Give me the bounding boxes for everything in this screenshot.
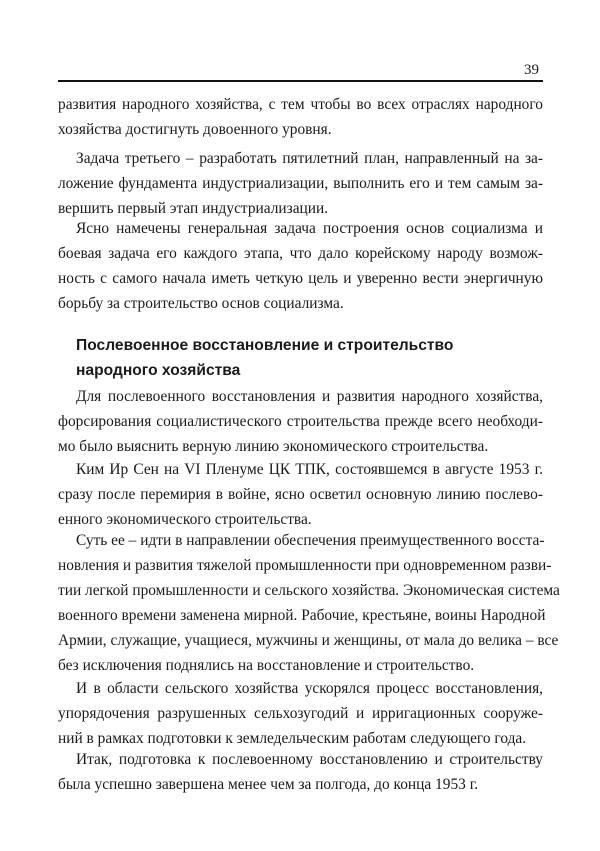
text-line: сразу после перемирия в войне, ясно осветил основную линию послево- bbox=[58, 486, 543, 503]
paragraph-1 bbox=[58, 92, 543, 142]
paragraph-6 bbox=[58, 528, 560, 678]
text-line: Для послевоенного восстановления и развития народного хозяйства, bbox=[76, 388, 543, 405]
text-line: боевая задача его каждого этапа, что дало корейскому народу возмож- bbox=[58, 245, 543, 262]
text-line: борьбу за строительство основ социализма. bbox=[58, 295, 344, 312]
text-line: без исключения поднялись на восстановление и строительство. bbox=[58, 657, 475, 674]
text-line: тии легкой промышленности и сельского хозяйства. Экономическая система bbox=[58, 582, 560, 599]
paragraph-5 bbox=[58, 457, 543, 532]
text-line: вершить первый этап индустриализации. bbox=[58, 200, 329, 217]
text-line: Ким Ир Сен на VI Пленуме ЦК ТПК, состоявшемся в августе 1953 г. bbox=[76, 461, 543, 478]
text-line: Задача третьего – разработать пятилетний план, направленный на за- bbox=[76, 150, 543, 167]
text-line: военного времени заменена мирной. Рабочие, крестьяне, воины Народной bbox=[58, 607, 546, 624]
paragraph-2 bbox=[58, 146, 543, 221]
text-line: развития народного хозяйства, с тем чтобы во всех отраслях народного bbox=[58, 96, 543, 113]
heading-line: народного хозяйства bbox=[76, 362, 241, 379]
text-line: форсирования социалистического строительства прежде всего необходи- bbox=[58, 413, 543, 430]
text-line: ложение фундамента индустриализации, выполнить его и тем самым за- bbox=[58, 175, 543, 192]
paragraph-8 bbox=[58, 747, 543, 797]
text-line: И в области сельского хозяйства ускорялся процесс восстановления, bbox=[76, 680, 543, 697]
paragraph-3 bbox=[58, 216, 543, 316]
paragraph-7 bbox=[58, 676, 543, 751]
text-line: новления и развития тяжелой промышленности при одновременном разви- bbox=[58, 557, 552, 574]
text-line: Ясно намечены генеральная задача построения основ социализма и bbox=[76, 220, 543, 237]
text-line: енного экономического строительства. bbox=[58, 511, 312, 528]
text-line: Итак, подготовка к послевоенному восстановлению и строительству bbox=[76, 751, 543, 768]
text-line: Суть ее – идти в направлении обеспечения преимущественного восста- bbox=[76, 532, 545, 549]
text-line: была успешно завершена менее чем за полгода, до конца 1953 г. bbox=[58, 776, 479, 793]
section-heading bbox=[76, 333, 453, 383]
heading-line: Послевоенное восстановление и строительство bbox=[76, 337, 454, 354]
text-line: мо было выяснить верную линию экономического строительства. bbox=[58, 438, 489, 455]
text-line: ний в рамках подготовки к земледельческим работам следующего года. bbox=[58, 730, 527, 747]
text-line: ность с самого начала иметь четкую цель и уверенно вести энергичную bbox=[58, 270, 543, 287]
text-line: хозяйства достигнуть довоенного уровня. bbox=[58, 121, 332, 138]
paragraph-4 bbox=[58, 384, 543, 459]
text-line: упорядочения разрушенных сельхозугодий и ирригационных сооруже- bbox=[58, 705, 543, 722]
text-line: Армии, служащие, учащиеся, мужчины и женщины, от мала до велика – все bbox=[58, 632, 559, 649]
header-rule bbox=[58, 80, 543, 82]
page-number: 39 bbox=[524, 62, 539, 78]
